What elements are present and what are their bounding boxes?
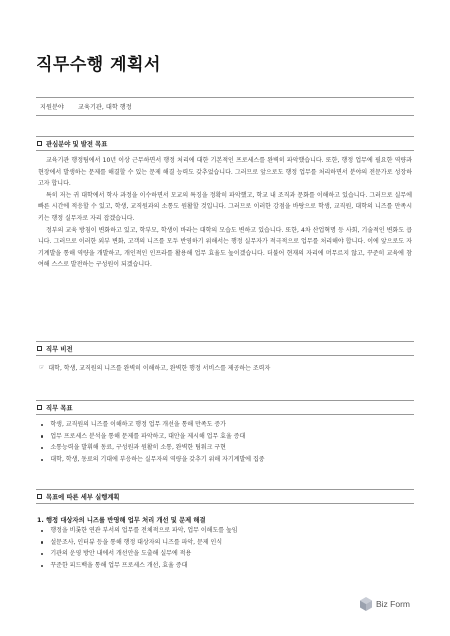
list-item (36, 419, 414, 431)
paragraph: 특히 저는 귀 대학에서 학사 과정을 이수하면서 모교의 특징을 정확히 파악했고, 학교 내 조직과 문화를 이해하고 있습니다. 그러므로 실무에 빠른 시간에 적응할 수 있고, 학생, 교직원과의 소통도 원활할 것입니다. 그러므로 이러한 강점을 바탕으로 학생, 교직원, 대학의 니즈를 만족시키는 행정 실무자로 자리 잡겠습니다. (38, 191, 412, 222)
paragraph: 정부의 교육 방침이 변화하고 있고, 학부모, 학생이 바라는 대학의 모습도 변하고 있습니다. 또한, 4차 산업혁명 등 사회, 기술적인 변화도 큽니다. 그러므로 이러한 외부 변화, 고객의 니즈를 모두 반영하기 위해서는 행정 실무자가 적극적으로 업무를 처리해야 합니다. 이에 앞으로도 자기계발을 통해 역량을 개발하고, 개인적인 인프라를 활용해 업무 효율도 높이겠습니다. 더불어 현재의 자리에 머무르지 않고, 꾸준히 교육에 참여해 스스로 발전하는 구성원이 되겠습니다. (38, 226, 412, 269)
section-heading-text: 직무 비전 (46, 346, 73, 353)
page-title: 직무수행 계획서 (36, 55, 161, 75)
bullet-icon (41, 424, 43, 426)
paragraph: 교육기관 행정팀에서 10년 이상 근무하면서 행정 처리에 대한 기본적인 프로세스를 완벽히 파악했습니다. 또한, 행정 업무에 필요한 역량과 현장에서 발생하는 문제를 해결할 수 있는 문제 해결 능력도 갖추었습니다. 그러므로 앞으로도 행정 업무를 처리하면서 분야의 전문가로 성장하고자 합니다. (38, 157, 412, 188)
goals-list (36, 419, 414, 466)
plan-list (36, 525, 414, 572)
list-item (36, 560, 414, 572)
pointing-hand-icon: ☞ (39, 364, 45, 371)
section-heading-text: 관심분야 및 발전 목표 (46, 141, 108, 148)
logo-text: Biz Form (376, 599, 410, 609)
vision-line (36, 363, 414, 372)
field-row (36, 97, 414, 116)
bullet-icon (41, 459, 43, 461)
list-item-text: 소통능력을 발휘해 동료, 구성원과 원활히 소통, 완벽한 팀워크 구현 (50, 444, 226, 452)
bizform-logo (360, 597, 410, 611)
checkbox-square-icon (37, 405, 42, 410)
section-heading-text: 목표에 따른 세부 실행계획 (46, 494, 120, 501)
list-item-text: 행정을 비롯한 연관 부서의 업무를 전체적으로 파악, 업무 이해도를 높임 (50, 527, 238, 534)
section-heading-text: 직무 목표 (46, 405, 73, 412)
list-item (36, 431, 414, 443)
section-interest (36, 136, 414, 271)
list-item (36, 537, 414, 549)
bullet-icon (41, 447, 43, 449)
section-vision (36, 341, 414, 372)
section-heading (36, 489, 414, 504)
bullet-icon (41, 565, 43, 567)
list-item (36, 525, 414, 537)
checkbox-square-icon (37, 346, 42, 351)
list-item (36, 454, 414, 466)
field-value: 교육기관, 대학 행정 (78, 104, 132, 111)
vision-text: 대학, 학생, 교직원의 니즈를 완벽히 이해하고, 완벽한 행정 서비스를 제공하는 조력자 (48, 365, 271, 372)
section-goals (36, 400, 414, 466)
section-plan (36, 489, 414, 572)
list-item-text: 업무 프로세스 분석을 통해 문제를 파악하고, 대안을 제시해 업무 효율 증대 (50, 432, 246, 440)
cube-logo-icon (360, 597, 372, 611)
list-item-text: 대학, 학생, 동료의 기대에 부응하는 실무자의 역량을 갖추기 위해 자기계발에 집중 (50, 456, 265, 464)
list-item-text: 기관의 운영 방안 내에서 개선안을 도출해 실무에 적용 (50, 550, 192, 558)
checkbox-square-icon (37, 494, 42, 499)
bullet-icon (41, 541, 43, 543)
section-heading (36, 400, 414, 415)
field-label: 지원분야 (40, 104, 64, 111)
list-item-text: 학생, 교직원의 니즈를 이해하고 행정 업무 개선을 통해 만족도 증가 (50, 421, 226, 428)
list-item (36, 442, 414, 454)
plan-subheading: 1. 행정 대상자의 니즈를 반영해 업무 처리 개선 및 문제 해결 (37, 517, 206, 524)
bullet-icon (41, 553, 43, 555)
list-item-text: 꾸준한 피드백을 통해 업무 프로세스 개선, 효율 증대 (50, 562, 188, 570)
list-item (36, 548, 414, 560)
list-item-text: 설문조사, 인터뷰 등을 통해 행정 대상자의 니즈를 파악, 문제 인식 (50, 538, 223, 546)
section-heading (36, 136, 414, 151)
checkbox-square-icon (37, 141, 42, 146)
bullet-icon (41, 435, 43, 437)
section-heading (36, 341, 414, 356)
bullet-icon (41, 530, 43, 532)
